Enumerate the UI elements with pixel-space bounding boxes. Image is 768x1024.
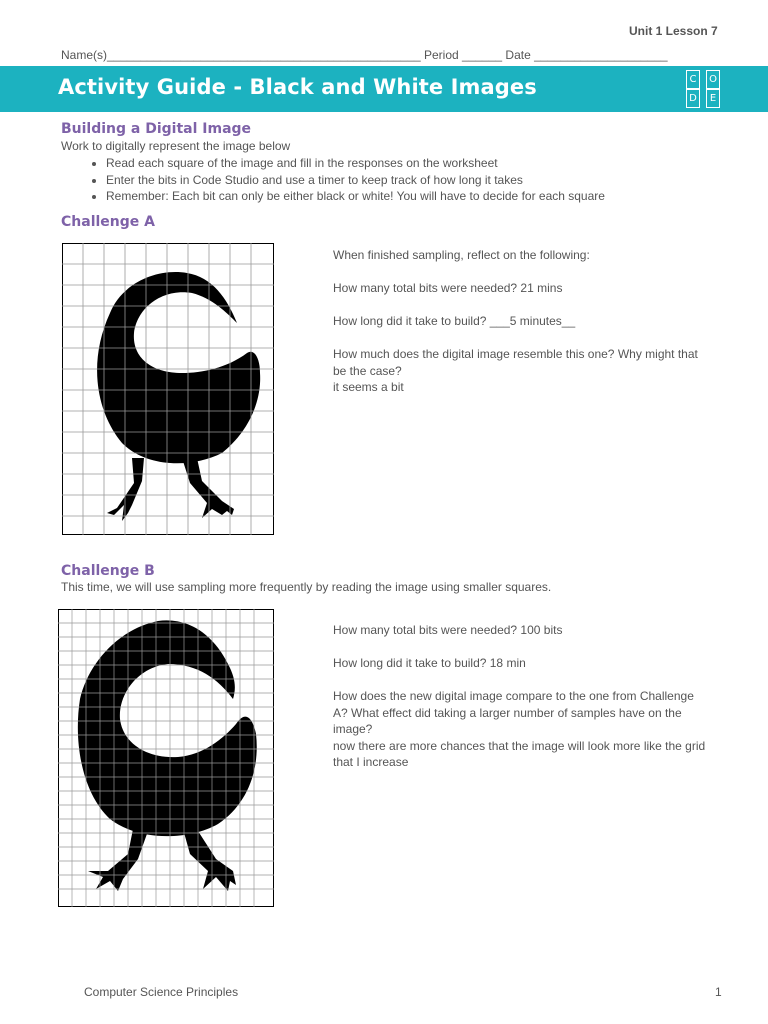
page-number: 1 [715,985,722,999]
response-line: How many total bits were needed? 21 mins [333,281,563,295]
response-line: How does the new digital image compare to the one from Challenge [333,689,694,703]
response-line: A? What effect did taking a larger number of samples have on the [333,705,682,720]
bird-image-coarse-grid [62,243,274,535]
logo-letter: O [706,70,720,89]
section-heading-building: Building a Digital Image [61,121,252,137]
bird-image-fine-grid [58,609,274,907]
response-line: When finished sampling, reflect on the following: [333,248,590,262]
response-line: How much does the digital image resemble this one? Why might that [333,347,698,361]
lesson-label: Unit 1 Lesson 7 [629,24,718,38]
logo-letter: E [706,89,720,108]
name-period-date-row: Name(s)_______________________________________________ Period ______ Date ____________________ [61,48,668,62]
challenge-b-heading: Challenge B [61,563,155,579]
response-line: image? [333,722,373,736]
response-line: it seems a bit [333,380,404,394]
title-banner [0,66,768,112]
footer-course: Computer Science Principles [84,985,239,999]
list-item: • Remember: Each bit can only be either black or white! You will have to decide for each square [106,188,605,205]
response-line: that I increase [333,755,409,769]
list-item: • Enter the bits in Code Studio and use a timer to keep track of how long it takes [106,172,605,189]
response-line: How long did it take to build? 18 min [333,656,526,670]
challenge-a-responses [333,247,733,396]
challenge-b-responses [333,622,733,771]
response-line: now there are more chances that the image will look more like the grid [333,738,706,753]
intro-text: Work to digitally represent the image below [61,139,291,153]
response-line: be the case? [333,363,402,378]
response-line: How long did it take to build? ___5 minutes__ [333,314,576,328]
challenge-a-heading: Challenge A [61,214,155,230]
list-item: • Read each square of the image and fill in the responses on the worksheet [106,155,605,172]
logo-letter: C [686,70,700,89]
response-line: How many total bits were needed? 100 bits [333,623,563,637]
instruction-list [84,155,605,205]
challenge-b-text: This time, we will use sampling more frequently by reading the image using smaller squares. [61,580,552,594]
code-logo [686,70,726,108]
page-title: Activity Guide - Black and White Images [58,75,537,99]
logo-letter: D [686,89,700,108]
